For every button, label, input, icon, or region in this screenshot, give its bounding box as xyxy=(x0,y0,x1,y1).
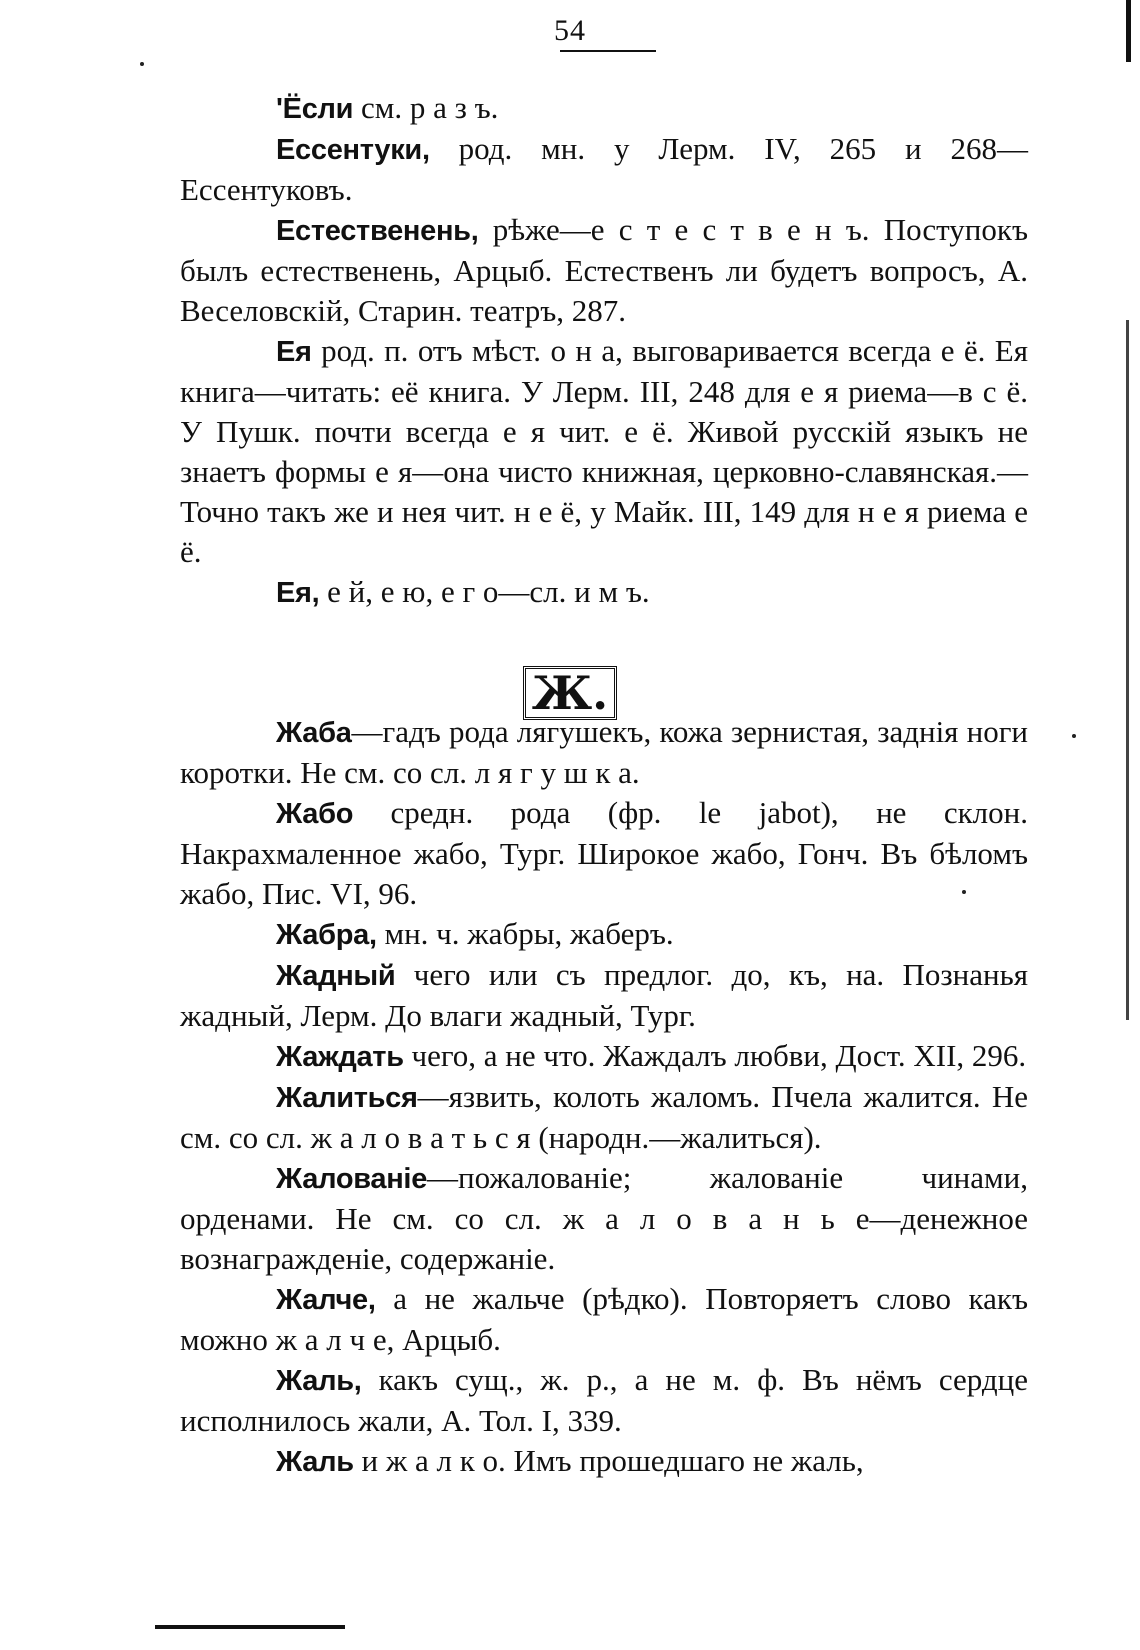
entry-text: е й, е ю, е г о—сл. и м ъ. xyxy=(319,574,650,609)
entry-term: Ессентуки, xyxy=(276,134,430,166)
entry-term: Жаба xyxy=(276,717,352,749)
dictionary-entry xyxy=(180,331,1028,572)
entry-term: Жаль, xyxy=(276,1365,362,1397)
entry-text: род. п. отъ мѣст. о н а, выговаривается всегда е ё. Ея книга—читать: её книга. У Лерм. III, 248 для е я риема—в с ё. У Пушк. почти всегда е я чит. е ё. Живой русскій языкъ не знаетъ формы е я—она чисто книжная, церковно-славянская.—Точно такъ же и нея чит. н е ё, у Майк. III, 149 для н е я риема е ё. xyxy=(180,333,1028,569)
entry-text: —гадъ рода лягушекъ, кожа зернистая, заднія ноги коротки. Не см. со сл. л я г у ш к а. xyxy=(180,714,1028,790)
speck xyxy=(140,62,144,66)
entry-text: рѣже—е с т е с т в е н ъ. Поступокъ былъ естественень, Арцыб. Естественъ ли будетъ вопросъ, А. Веселовскій, Старин. театръ, 287. xyxy=(180,212,1028,328)
entry-text: чего, а не что. Жаждалъ любви, Дост. XII, 296. xyxy=(403,1038,1027,1073)
entry-text: см. р а з ъ. xyxy=(353,90,499,125)
entry-term: Жадный xyxy=(276,960,396,992)
dictionary-entry xyxy=(180,210,1028,331)
entry-text: —язвить, колоть жаломъ. Пчела жалится. Не см. со сл. ж а л о в а т ь с я (народн.—жалиться). xyxy=(180,1079,1028,1155)
dictionary-entry xyxy=(180,1077,1028,1158)
entry-text: —пожалованіе; жалованіе чинами, орденами. Не см. со сл. ж а л о в а н ь е—денежное вознагражденіе, содержаніе. xyxy=(180,1160,1028,1276)
entry-term: 'Ёсли xyxy=(276,93,354,125)
entry-term: Жаждать xyxy=(276,1041,404,1073)
entry-text: чего или съ предлог. до, къ, на. Познанья жадный, Лерм. До влаги жадный, Тург. xyxy=(180,957,1028,1033)
entry-text: род. мн. у Лерм. IV, 265 и 268—Ессентуковъ. xyxy=(180,131,1028,207)
page-number-rule xyxy=(560,50,656,52)
letter-heading-text: Ж. xyxy=(523,666,617,720)
page-number: 54 xyxy=(554,14,586,47)
dictionary-entry xyxy=(180,1360,1028,1441)
dictionary-entry xyxy=(180,712,1028,793)
entry-text: а не жальче (рѣдко). Повторяетъ слово какъ можно ж а л ч е, Арцыб. xyxy=(180,1281,1028,1357)
dictionary-entry xyxy=(180,914,1028,955)
entry-term: Жаль xyxy=(276,1446,354,1478)
bottom-edge-mark xyxy=(155,1625,345,1629)
entry-term: Жабра, xyxy=(276,919,377,951)
entry-term: Ея xyxy=(276,336,312,368)
entry-term: Жалче, xyxy=(276,1284,376,1316)
entry-text: какъ сущ., ж. р., а не м. ф. Въ нёмъ сердце исполнилось жали, А. Тол. I, 339. xyxy=(180,1362,1028,1438)
dictionary-entry xyxy=(180,1036,1028,1077)
entry-term: Жалованіе xyxy=(276,1163,428,1195)
dictionary-entry xyxy=(180,793,1028,914)
dictionary-entry xyxy=(180,1279,1028,1360)
entry-text: средн. рода (фр. le jabot), не склон. Накрахмаленное жабо, Тург. Широкое жабо, Гонч. Въ бѣломъ жабо, Пис. VI, 96. xyxy=(180,795,1028,911)
entry-term: Ея, xyxy=(276,577,320,609)
dictionary-entry xyxy=(180,129,1028,210)
entry-term: Жабо xyxy=(276,798,354,830)
entry-term: Жалиться xyxy=(276,1082,418,1114)
entry-text: мн. ч. жабры, жаберъ. xyxy=(376,916,674,951)
dictionary-entry xyxy=(180,572,1028,613)
page-edge-mark xyxy=(1126,0,1131,62)
dictionary-entry xyxy=(180,1441,1028,1482)
entry-term: Естественень, xyxy=(276,215,479,247)
entry-text: и ж а л к о. Имъ прошедшаго не жаль, xyxy=(353,1443,864,1478)
speck xyxy=(1072,734,1076,738)
dictionary-entry xyxy=(180,1158,1028,1279)
dictionary-entry xyxy=(180,955,1028,1036)
dictionary-entry xyxy=(180,88,1028,129)
section-zh xyxy=(180,712,1028,1482)
section-e xyxy=(180,88,1028,613)
